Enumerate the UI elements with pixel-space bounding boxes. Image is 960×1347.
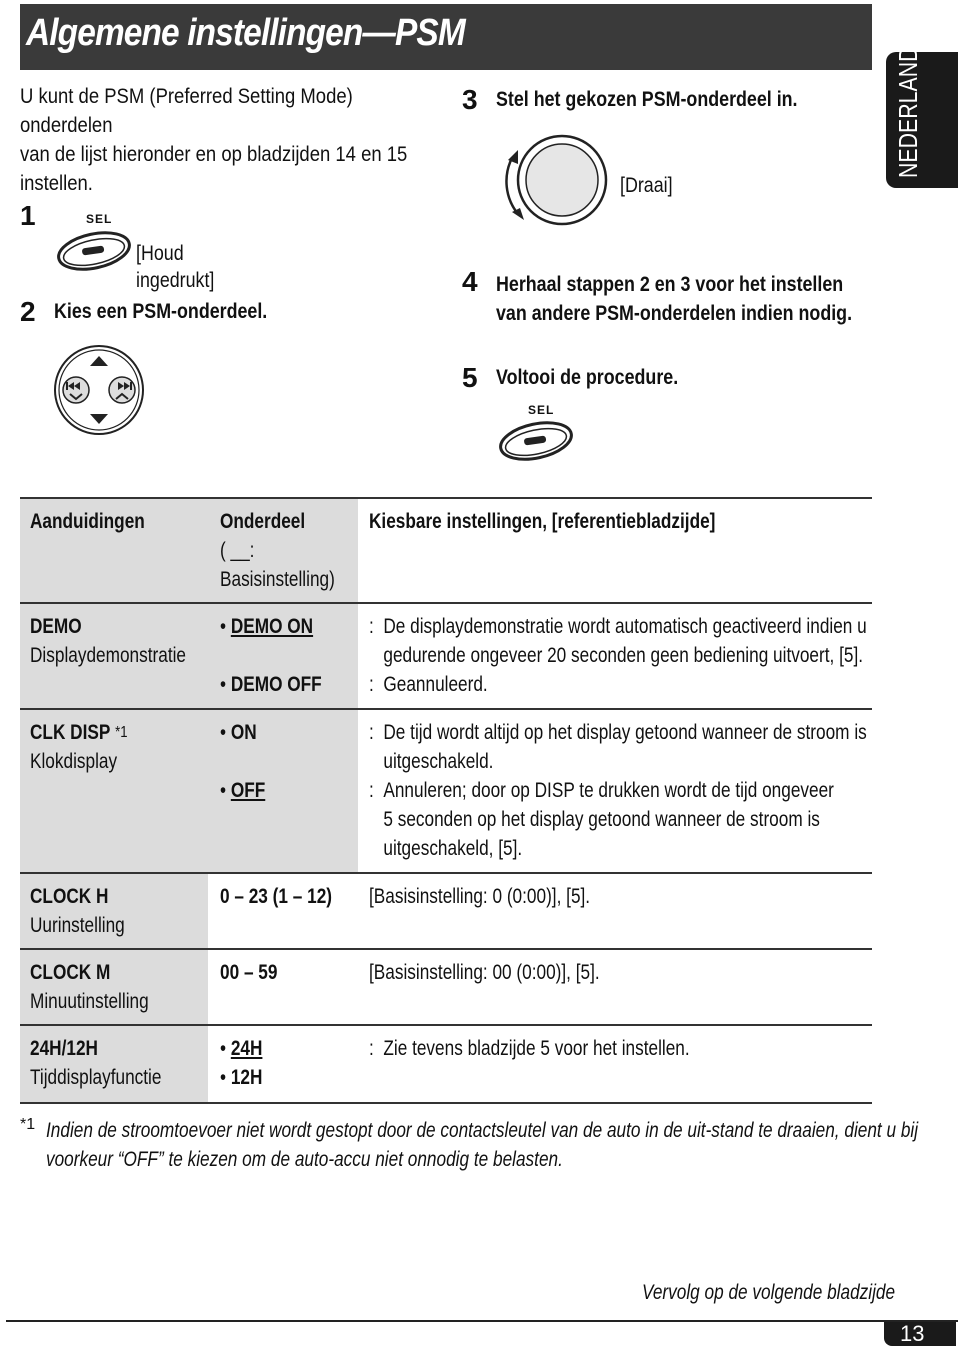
page-number: 13 [900,1321,925,1346]
step-1-note: [Houd ingedrukt] [136,242,215,292]
step-2-number: 2 [20,296,36,327]
row-settings: [Basisinstelling: 00 (0:00)], [5]. [369,961,600,984]
row-label: 24H/12H Tijddisplayfunctie [30,1037,162,1089]
sel-button-label: SEL [86,212,113,226]
rotate-knob-icon [496,130,616,230]
page-title: Algemene instellingen—PSM [26,12,465,54]
row-range: 00 – 59 [220,961,278,984]
step-3-number: 3 [462,84,478,115]
row-options: • ON • OFF [220,721,266,802]
row-options: • 24H • 12H [220,1037,263,1089]
table-row [20,874,872,948]
intro-text: U kunt de PSM (Preferred Setting Mode) onderdelen van de lijst hieronder en op bladzijden 14 en 15 instellen. [20,85,408,195]
row-settings: [Basisinstelling: 0 (0:00)], [5]. [369,885,591,908]
header-settings: Kiesbare instellingen, [referentiebladzijde] [369,510,716,533]
table-header-row [20,499,872,603]
step-2-text: Kies een PSM-onderdeel. [54,300,268,323]
table-row [20,710,872,872]
sel-button-icon-2 [496,418,576,464]
row-label: CLK DISP $^{*1}$ Klokdisplay [30,721,128,773]
row-settings: : De tijd wordt altijd op het display getoond wanneer de stroom is uitgeschakeld. : Annuleren; door op DISP te drukken wordt de tijd ongeveer 5 seconden op het display getoond wanneer de stroom is uitgeschakeld, [5]. [369,721,867,860]
row-options: • DEMO ON • DEMO OFF [220,615,322,696]
footnote-mark: *1 [20,1116,36,1133]
step-3-text: Stel het gekozen PSM-onderdeel in. [496,88,798,111]
control-dial-icon [52,344,146,436]
step-4-number: 4 [462,266,478,297]
bottom-rule [6,1320,958,1322]
row-label: CLOCK M Minuutinstelling [30,961,149,1013]
continued-note: Vervolg op de volgende bladzijde [642,1281,896,1304]
row-settings: : De displaydemonstratie wordt automatisch geactiveerd indien u gedurende ongeveer 20 seconden geen bediening uitvoert, [5]. : Geannuleerd. [369,615,867,696]
sel-button-icon [54,228,134,274]
step-5-text: Voltooi de procedure. [496,366,679,389]
header-onderdeel: Onderdeel ( __: Basisinstelling) [220,510,335,591]
footnote-text: Indien de stroomtoevoer niet wordt gestopt door de contactsleutel van de auto in de uit-stand te draaien, dient u bij voorkeur “OFF” te kiezen om de auto-accu niet onnodig te belasten. [46,1119,919,1171]
table-row [20,950,872,1024]
row-settings: : Zie tevens bladzijde 5 voor het instellen. [369,1037,690,1060]
row-range: 0 – 23 (1 – 12) [220,885,333,908]
table-bottom-rule [20,1102,872,1104]
row-label: CLOCK H Uurinstelling [30,885,125,937]
sel-button-label-2: SEL [528,403,555,417]
step-1-number: 1 [20,200,36,231]
table-row [20,1026,872,1102]
step-3-note: [Draai] [620,174,673,197]
language-tab-label: NEDERLANDS [893,32,923,178]
header-aanduidingen: Aanduidingen [30,510,145,533]
row-label: DEMO Displaydemonstratie [30,615,187,667]
step-5-number: 5 [462,362,478,393]
step-4-text: Herhaal stappen 2 en 3 voor het instellen van andere PSM-onderdelen indien nodig. [496,273,853,325]
table-row [20,604,872,708]
